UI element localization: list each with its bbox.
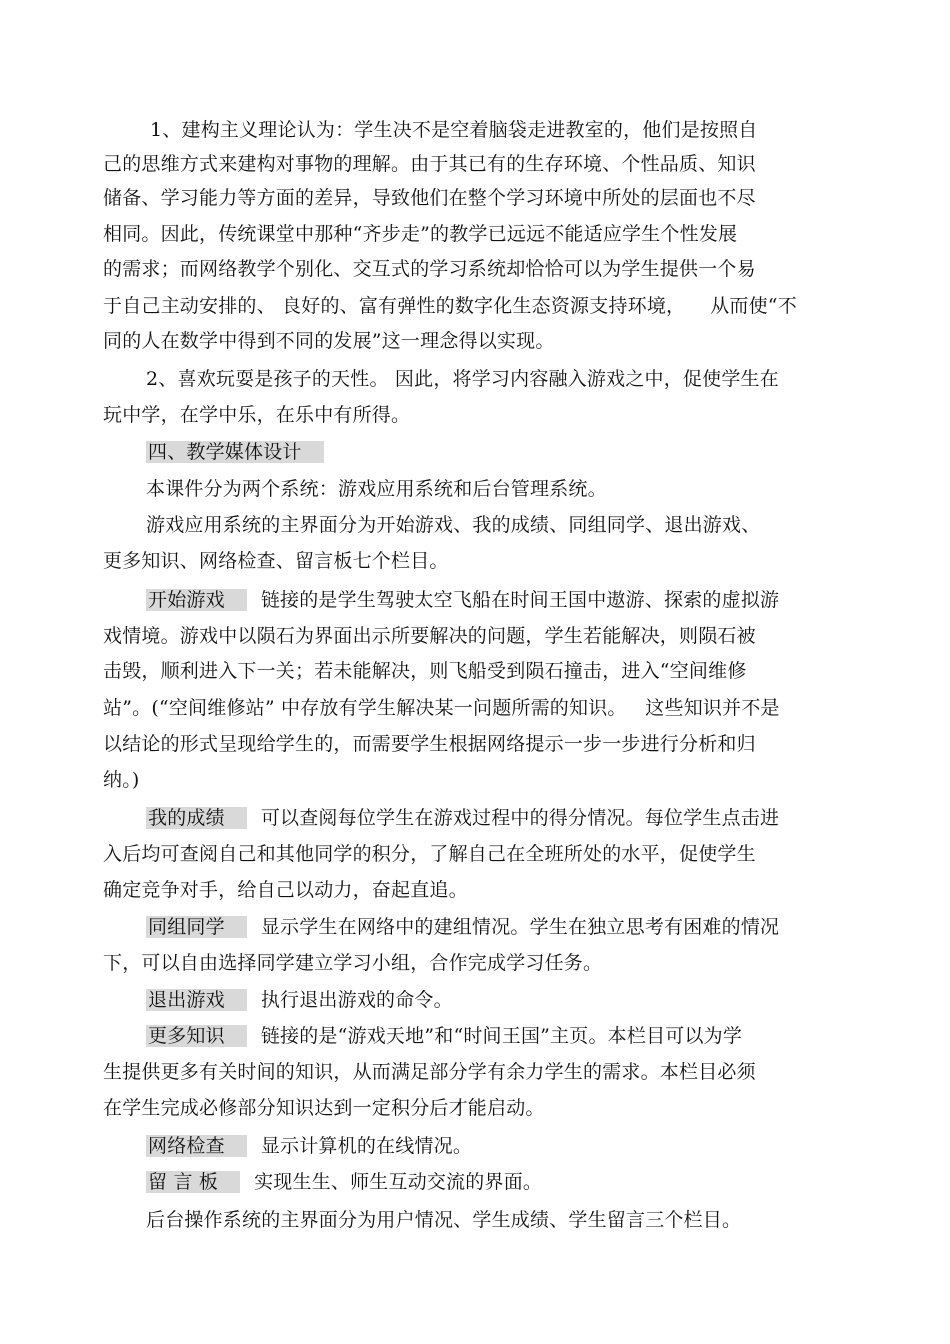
paragraph-1-line-3: 储备、学习能力等方面的差异，导致他们在整个学习环境中所处的层面也不尽 xyxy=(103,187,756,209)
term-my-scores-line-2: 入后均可查阅自己和其他同学的积分，了解自己在全班所处的水平，促使学生 xyxy=(103,843,756,865)
term-more-knowledge: 更多知识 xyxy=(146,1025,247,1047)
paragraph-1-line-6: 于自己主动安排的、 良好的、富有弹性的数字化生态资源支持环境， 从而使“不 xyxy=(103,295,797,317)
term-more-knowledge-line-1: 更多知识 链接的是“游戏天地”和“时间王国”主页。本栏目可以为学 xyxy=(148,1025,743,1047)
term-more-knowledge-line-3: 在学生完成必修部分知识达到一定积分后才能启动。 xyxy=(103,1097,545,1119)
term-start-game-line-6: 纳。) xyxy=(103,769,140,791)
section-heading-text: 四、教学媒体设计 xyxy=(146,441,324,463)
system-intro: 本课件分为两个系统：游戏应用系统和后台管理系统。 xyxy=(146,478,607,500)
term-more-knowledge-line-2: 生提供更多有关时间的知识，从而满足部分学有余力学生的需求。本栏目必须 xyxy=(103,1061,756,1083)
section-heading xyxy=(146,440,324,464)
term-start-game-line-2: 戏情境。游戏中以陨石为界面出示所要解决的问题，学生若能解决，则陨石被 xyxy=(103,625,756,647)
paragraph-1-line-1: 1、建构主义理论认为：学生决不是空着脑袋走进教室的，他们是按照自 xyxy=(150,119,758,141)
paragraph-2-line-2: 玩中学，在学中乐，在乐中有所得。 xyxy=(103,404,411,426)
paragraph-1-line-2: 己的思维方式来建构对事物的理解。由于其已有的生存环境、个性品质、知识 xyxy=(103,153,756,175)
term-exit-game-line-1: 退出游戏 执行退出游戏的命令。 xyxy=(148,989,453,1011)
term-my-scores: 我的成绩 xyxy=(146,807,247,829)
term-message-board: 留 言 板 xyxy=(146,1171,240,1193)
term-group-mates: 同组同学 xyxy=(146,916,247,938)
paragraph-1-line-7: 同的人在数学中得到不同的发展”这一理念得以实现。 xyxy=(103,330,555,352)
term-start-game-line-4: 站”。(“空间维修站” 中存放有学生解决某一问题所需的知识。 这些知识并不是 xyxy=(103,697,780,719)
term-message-board-line-1: 留 言 板 实现生生、师生互动交流的界面。 xyxy=(148,1171,543,1193)
paragraph-1-line-5: 的需求；而网络教学个别化、交互式的学习系统却恰恰可以为学生提供一个易 xyxy=(103,258,756,280)
main-interface-line-2: 更多知识、网络检查、留言板七个栏目。 xyxy=(103,550,449,572)
term-start-game-line-3: 击毁，顺利进入下一关；若未能解决，则飞船受到陨石撞击，进入“空间维修 xyxy=(103,660,747,682)
term-exit-game: 退出游戏 xyxy=(146,989,247,1011)
term-start-game-line-1: 开始游戏 链接的是学生驾驶太空飞船在时间王国中遨游、探索的虚拟游 xyxy=(148,589,780,611)
term-group-mates-line-1: 同组同学 显示学生在网络中的建组情况。学生在独立思考有困难的情况 xyxy=(148,916,780,938)
paragraph-2-line-1: 2、喜欢玩耍是孩子的天性。 因此，将学习内容融入游戏之中，促使学生在 xyxy=(146,368,779,390)
paragraph-1-line-4: 相同。因此，传统课堂中那种“齐步走”的教学已远远不能适应学生个性发展 xyxy=(103,223,738,245)
main-interface-line-1: 游戏应用系统的主界面分为开始游戏、我的成绩、同组同学、退出游戏、 xyxy=(146,514,761,536)
term-network-check: 网络检查 xyxy=(146,1135,247,1157)
term-start-game: 开始游戏 xyxy=(146,589,247,611)
term-start-game-line-5: 以结论的形式呈现给学生的，而需要学生根据网络提示一步一步进行分析和归 xyxy=(103,733,756,755)
term-my-scores-line-3: 确定竞争对手，给自己以动力，奋起直追。 xyxy=(103,879,468,901)
backend-system-line: 后台操作系统的主界面分为用户情况、学生成绩、学生留言三个栏目。 xyxy=(146,1209,742,1231)
term-group-mates-line-2: 下，可以自由选择同学建立学习小组，合作完成学习任务。 xyxy=(103,952,603,974)
term-network-check-line-1: 网络检查 显示计算机的在线情况。 xyxy=(148,1135,473,1157)
term-my-scores-line-1: 我的成绩 可以查阅每位学生在游戏过程中的得分情况。每位学生点击进 xyxy=(148,807,780,829)
